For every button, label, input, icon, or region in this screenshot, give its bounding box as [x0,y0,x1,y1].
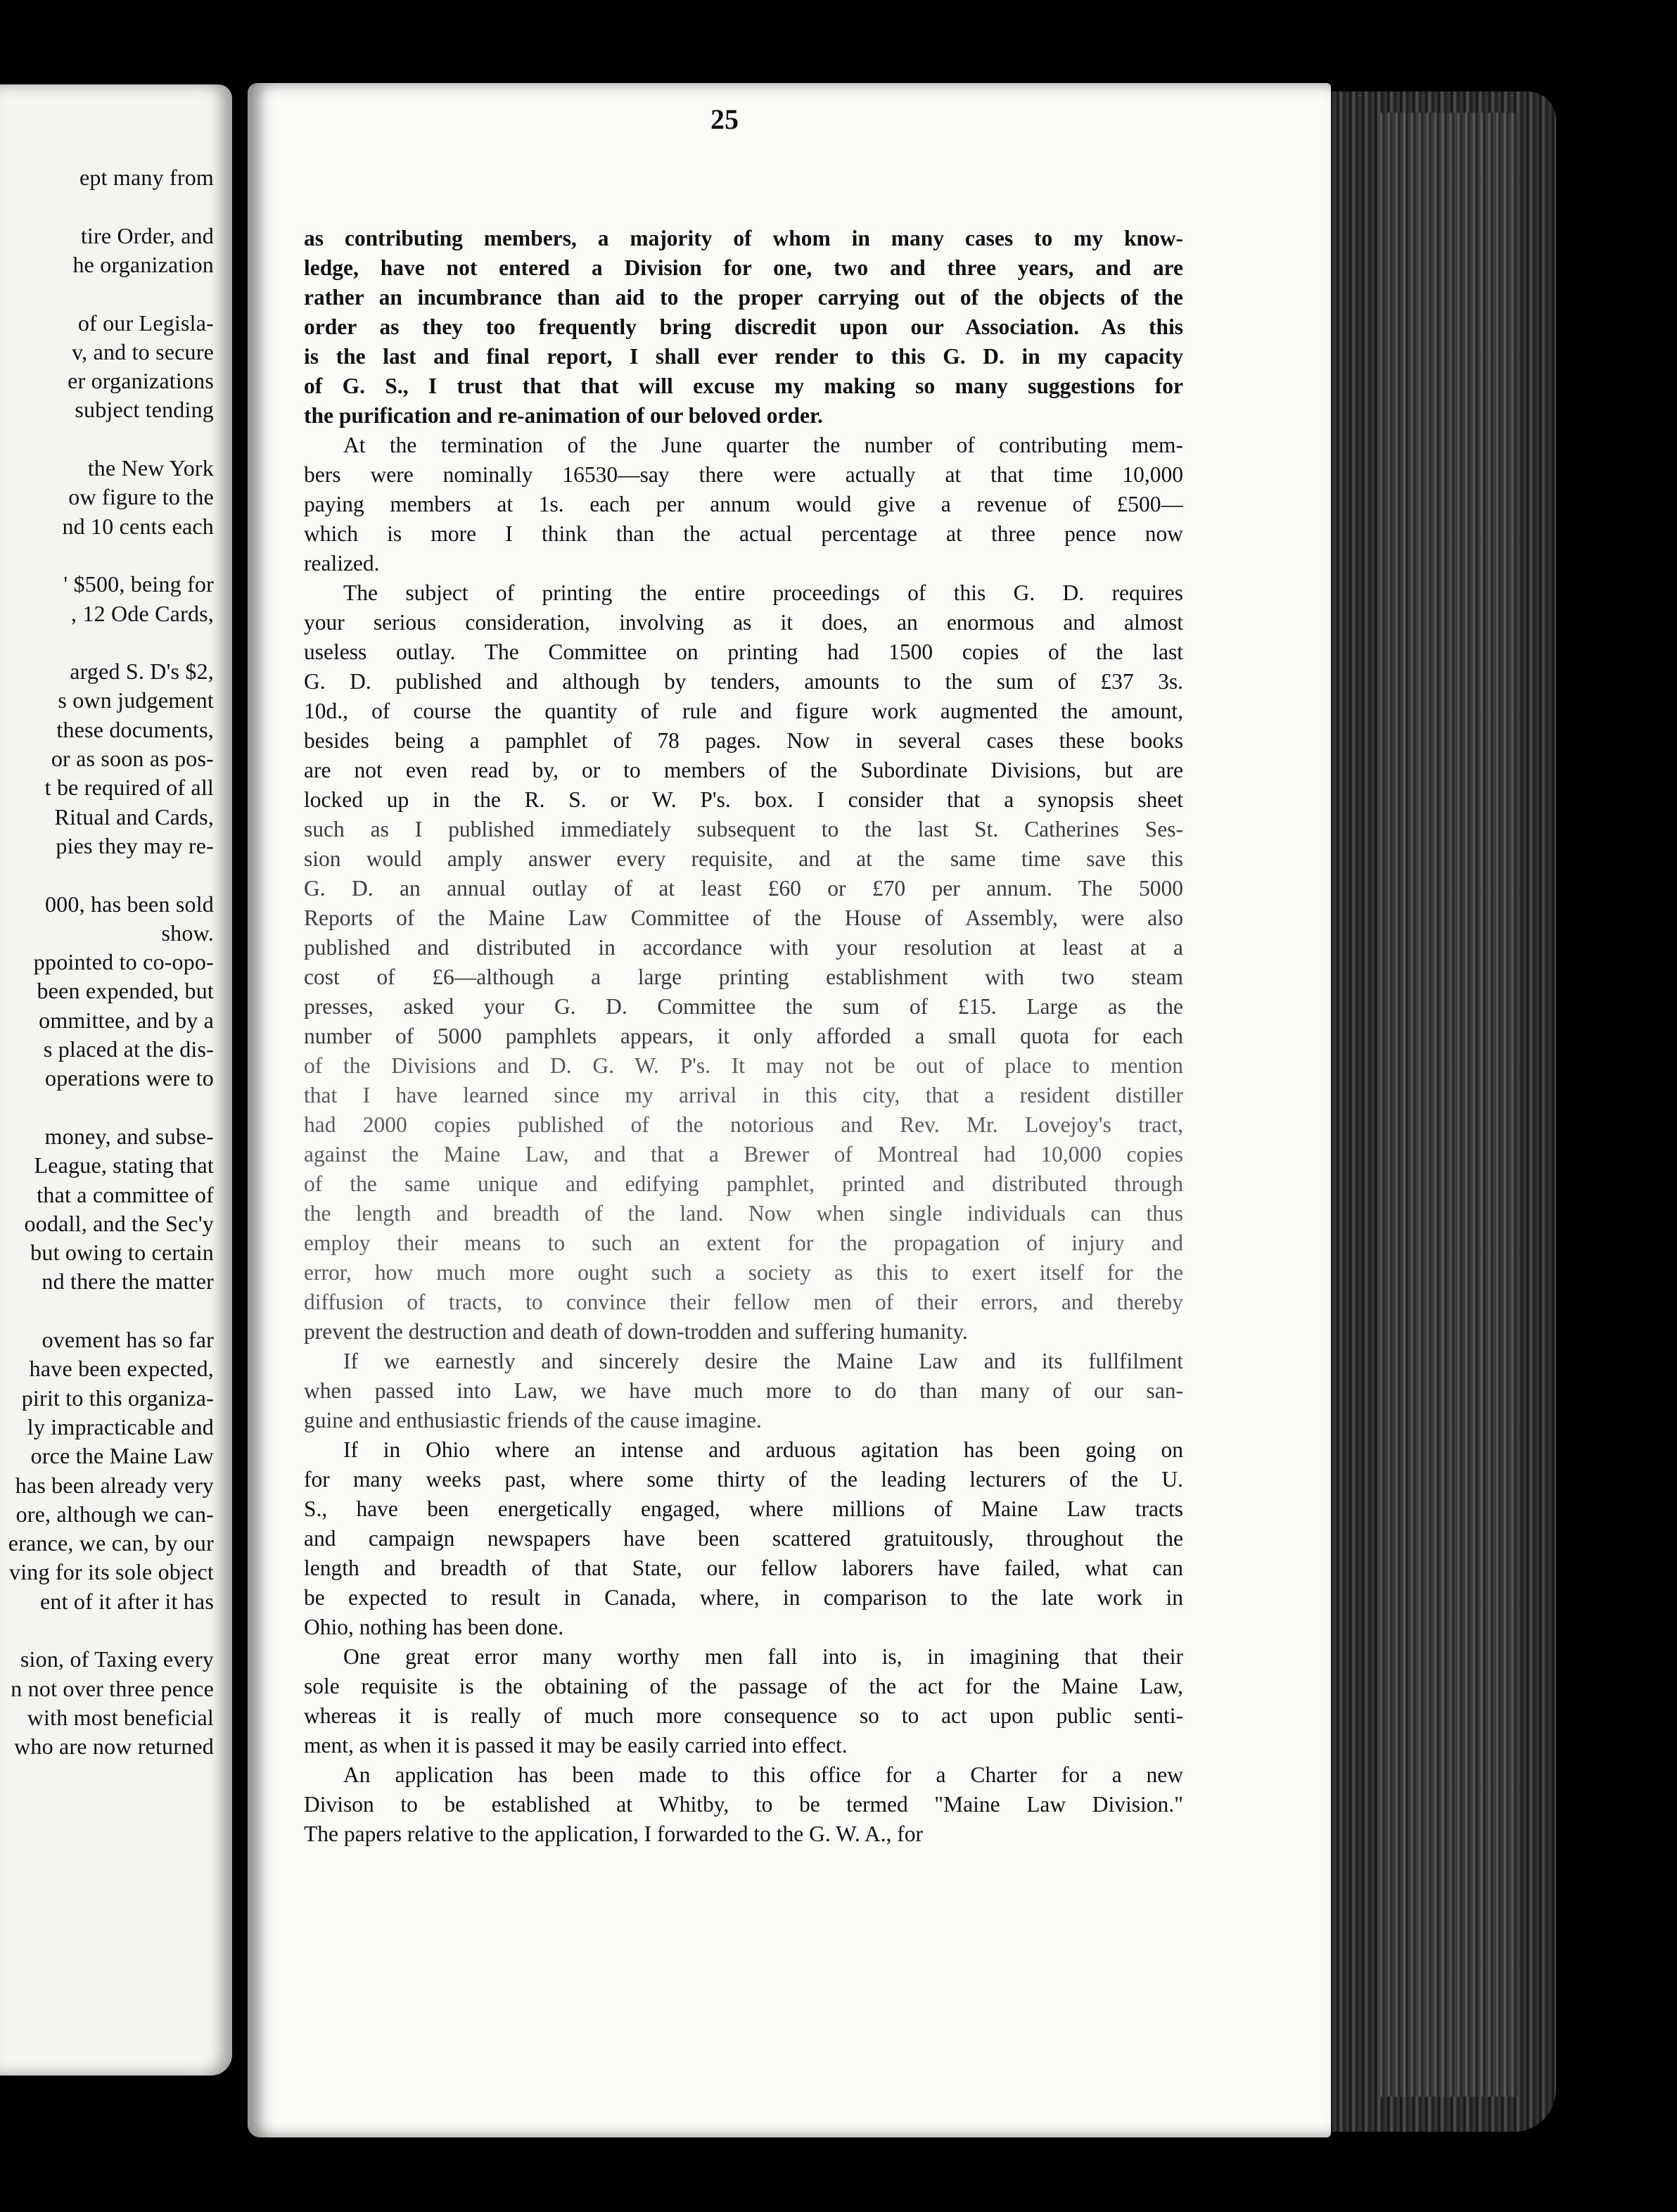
paragraph [304,1347,1183,1435]
left-page-line: or as soon as pos- [51,746,214,771]
text-line: bers were nominally 16530—say there were actually at that time 10,000 [304,462,1183,487]
text-line: besides being a pamphlet of 78 pages. Now in several cases these books [304,728,1183,753]
left-page-line: ly impracticable and [27,1413,214,1439]
left-page-line: erance, we can, by our [8,1530,214,1556]
text-line: which is more I think than the actual percentage at three pence now [304,521,1183,546]
left-page-line: these documents, [56,716,214,742]
left-page-line: , 12 Ode Cards, [71,600,214,626]
left-page-line: ow figure to the [68,484,214,510]
text-line: G. D. published and although by tenders, amounts to the sum of £37 3s. [304,669,1183,694]
text-line: published and distributed in accordance with your resolution at least at a [304,935,1183,960]
text-line: Divison to be established at Whitby, to be termed "Maine Law Division." [304,1792,1183,1817]
text-line: as contributing members, a majority of whom in many cases to my know- [304,226,1183,250]
text-line: of G. S., I trust that that will excuse my making so many suggestions for [304,374,1183,398]
left-page-line: money, and subse- [44,1123,214,1149]
text-line: locked up in the R. S. or W. P's. box. I consider that a synopsis sheet [304,787,1183,812]
text-line: At the termination of the June quarter the number of contributing mem- [343,433,1183,457]
left-page-line: 000, has been sold [44,891,214,917]
text-line: realized. [304,551,380,576]
left-page-line: nd there the matter [42,1269,214,1295]
left-page-line: show. [161,920,214,946]
text-line: Ohio, nothing has been done. [304,1615,564,1639]
left-page-line: has been already very [15,1472,214,1498]
left-page-line: sion, of Taxing every [20,1646,214,1672]
text-line: ment, as when it is passed it may be easily carried into effect. [304,1733,848,1757]
left-page-line: ent of it after it has [40,1588,214,1614]
left-page-line: subject tending [75,397,214,423]
text-line: cost of £6—although a large printing establishment with two steam [304,965,1183,989]
paragraph [304,224,1183,431]
left-page-line: that a committee of [37,1181,214,1207]
left-page-line: tire Order, and [80,222,214,248]
text-line: number of 5000 pamphlets appears, it only afforded a small quota for each [304,1024,1183,1048]
left-page-line: n not over three pence [11,1675,214,1701]
text-line: Reports of the Maine Law Committee of the House of Assembly, were also [304,905,1183,930]
left-page-line: ore, although we can- [15,1501,214,1527]
text-line: The papers relative to the application, I forwarded to the G. W. A., for [304,1822,923,1846]
text-line: If we earnestly and sincerely desire the Maine Law and its fullfilment [343,1349,1183,1373]
paragraph [304,1760,1183,1849]
text-line: diffusion of tracts, to convince their fellow men of their errors, and thereby [304,1290,1183,1314]
text-line: guine and enthusiastic friends of the cause imagine. [304,1408,762,1432]
left-page-line: t be required of all [44,775,214,801]
text-line: whereas it is really of much more consequence so to act upon public senti- [304,1703,1183,1728]
left-page-line: pirit to this organiza- [21,1385,214,1411]
left-page-line: with most beneficial [27,1704,214,1730]
left-page-line: have been expected, [29,1356,214,1382]
text-line: employ their means to such an extent for the propagation of injury and [304,1231,1183,1255]
text-line: order as they too frequently bring discredit upon our Association. As this [304,314,1183,339]
text-line: useless outlay. The Committee on printing had 1500 copies of the last [304,640,1183,664]
text-line: for many weeks past, where some thirty of the leading lecturers of the U. [304,1467,1183,1492]
left-page-line: oodall, and the Sec'y [24,1210,214,1236]
text-line: be expected to result in Canada, where, in comparison to the late work in [304,1585,1183,1610]
left-page-line: pies they may re- [56,832,214,858]
text-line: An application has been made to this office for a Charter for a new [343,1762,1183,1787]
left-page-line: ommittee, and by a [39,1007,214,1033]
text-line: error, how much more ought such a society as this to exert itself for the [304,1260,1183,1285]
left-page-line: been expended, but [37,978,214,1004]
left-page-line: who are now returned [14,1734,214,1760]
left-page-line: s placed at the dis- [43,1036,214,1062]
left-page-line: ving for its sole object [9,1559,214,1585]
left-page-line: but owing to certain [30,1240,214,1266]
left-page-line: orce the Maine Law [30,1443,214,1469]
left-page-line: ' $500, being for [63,571,214,597]
text-line: presses, asked your G. D. Committee the sum of £15. Large as the [304,994,1183,1019]
left-page-line: League, stating that [34,1152,214,1178]
text-line: 10d., of course the quantity of rule and figure work augmented the amount, [304,699,1183,723]
text-line: G. D. an annual outlay of at least £60 or £70 per annum. The 5000 [304,876,1183,901]
paragraph [304,578,1183,1347]
left-page-line: er organizations [68,368,214,394]
text-line: sion would amply answer every requisite, and at the same time save this [304,846,1183,871]
left-page-line: ovement has so far [42,1327,214,1352]
text-line: sole requisite is the obtaining of the passage of the act for the Maine Law, [304,1674,1183,1698]
page-body [304,224,1183,1849]
text-line: such as I published immediately subsequent to the last St. Catherines Ses- [304,817,1183,841]
left-page-line: ept many from [79,165,214,190]
left-page-line: s own judgement [58,687,214,713]
text-line: If in Ohio where an intense and arduous agitation has been going on [343,1437,1183,1462]
text-line: that I have learned since my arrival in this city, that a resident distiller [304,1083,1183,1107]
left-page-line: ppointed to co-opo- [33,949,214,975]
left-page-line: nd 10 cents each [62,513,214,539]
left-page-line: he organization [72,251,214,277]
text-line: of the same unique and edifying pamphlet, printed and distributed through [304,1171,1183,1196]
text-line: the purification and re-animation of our beloved order. [304,403,823,428]
text-line: S., have been energetically engaged, where millions of Maine Law tracts [304,1496,1183,1521]
text-line: of the Divisions and D. G. W. P's. It may not be out of place to mention [304,1053,1183,1078]
text-line: the length and breadth of the land. Now when single individuals can thus [304,1201,1183,1226]
book-page-edges-inner [1379,113,1519,2097]
text-line: and campaign newspapers have been scattered gratuitously, throughout the [304,1526,1183,1551]
text-line: your serious consideration, involving as it does, an enormous and almost [304,610,1183,635]
paragraph [304,1642,1183,1760]
left-page-line: the New York [87,455,214,481]
left-page-line: operations were to [45,1065,214,1091]
text-line: length and breadth of that State, our fellow laborers have failed, what can [304,1556,1183,1580]
text-line: when passed into Law, we have much more to do than many of our san- [304,1378,1183,1403]
text-line: rather an incumbrance than aid to the proper carrying out of the objects of the [304,285,1183,310]
text-line: is the last and final report, I shall ever render to this G. D. in my capacity [304,344,1183,369]
text-line: One great error many worthy men fall into is, in imagining that their [343,1644,1183,1669]
left-page-line: of our Legisla- [77,310,214,336]
page-number: 25 [710,103,739,135]
text-line: prevent the destruction and death of down-trodden and suffering humanity. [304,1319,968,1344]
text-line: paying members at 1s. each per annum would give a revenue of £500— [304,492,1183,516]
text-line: are not even read by, or to members of the Subordinate Divisions, but are [304,758,1183,782]
paragraph [304,431,1183,578]
paragraph [304,1435,1183,1642]
left-page-line: arged S. D's $2, [70,659,214,685]
left-page-line: v, and to secure [72,338,214,364]
left-page [0,84,232,2076]
text-line: had 2000 copies published of the notorious and Rev. Mr. Lovejoy's tract, [304,1112,1183,1137]
left-page-line: Ritual and Cards, [54,803,214,830]
text-line: ledge, have not entered a Division for one, two and three years, and are [304,255,1183,280]
text-line: against the Maine Law, and that a Brewer of Montreal had 10,000 copies [304,1142,1183,1167]
text-line: The subject of printing the entire proceedings of this G. D. requires [343,580,1183,605]
